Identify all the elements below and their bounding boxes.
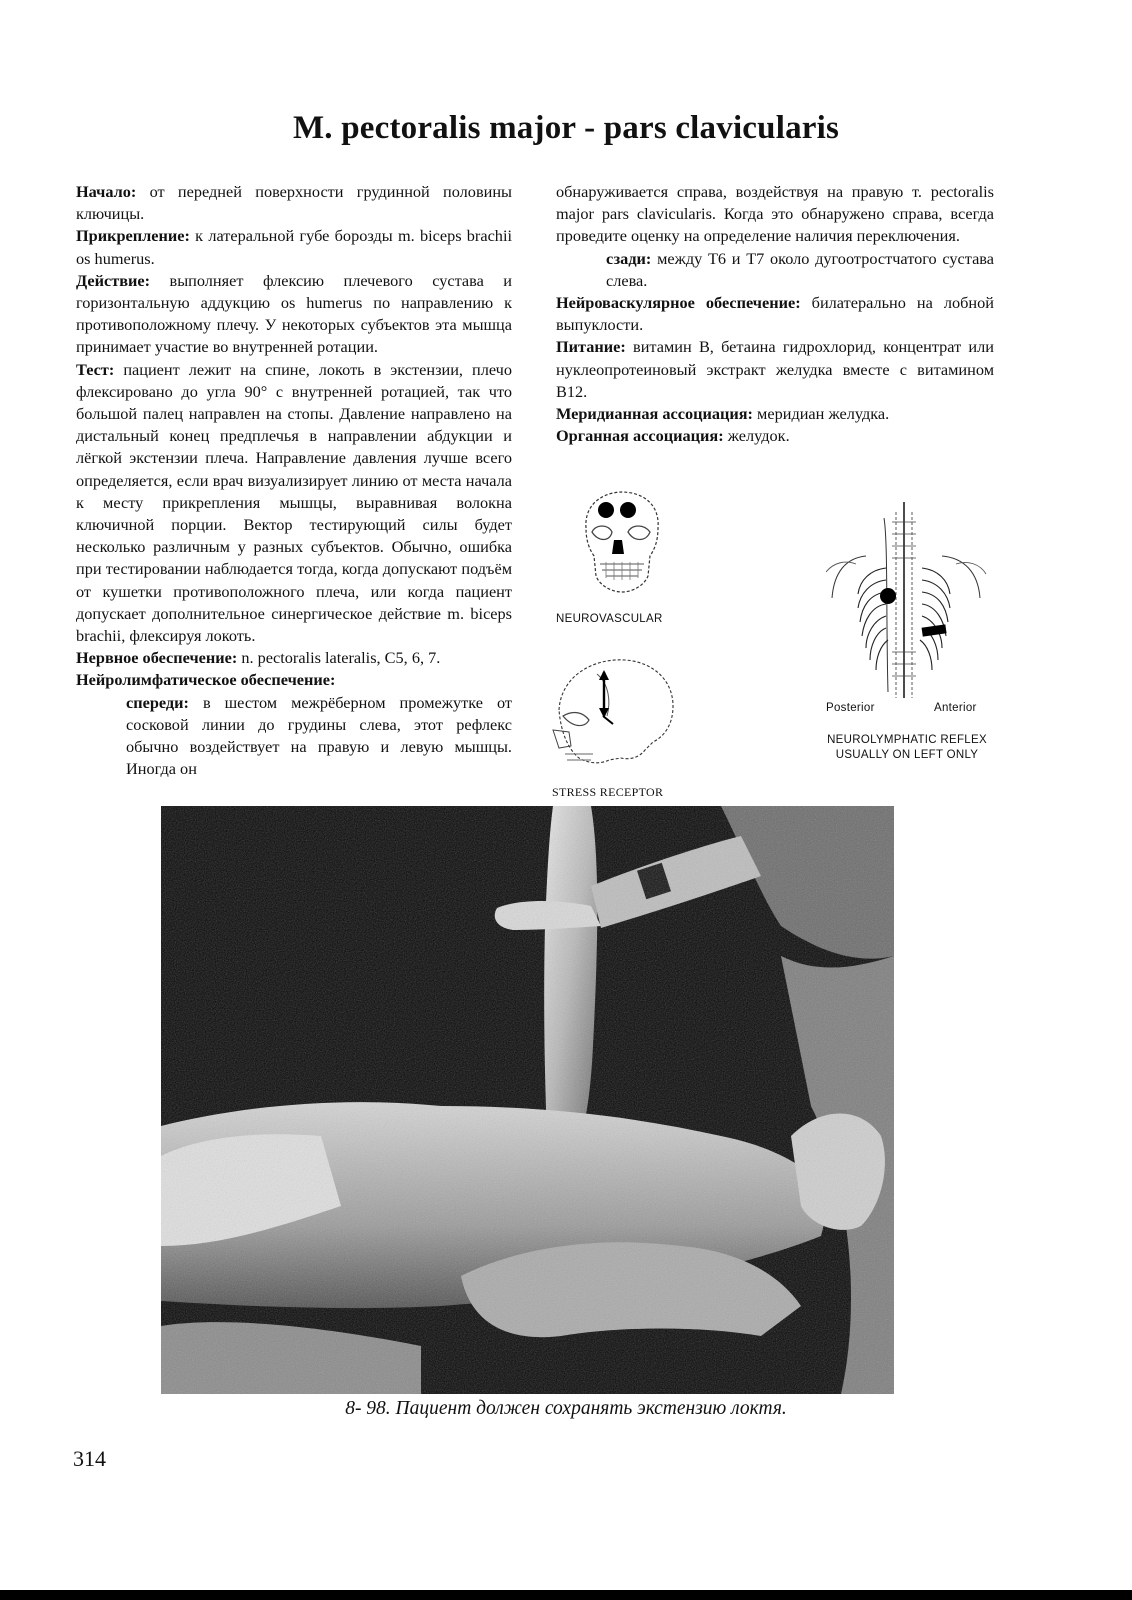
nerve-text: n. pectoralis lateralis, C5, 6, 7. <box>237 648 441 668</box>
ribcage-figure <box>826 502 988 700</box>
page-number: 314 <box>73 1446 106 1471</box>
neurolymphatic-reflex-caption <box>800 733 1014 763</box>
origin-text: от передней поверхности грудинной половины ключицы. <box>76 182 512 224</box>
test-photo <box>161 806 894 1394</box>
origin-paragraph <box>76 181 512 225</box>
test-text: пациент лежит на спине, локоть в экстензии, плечо флексировано до угла 90° с внутренней ротацией, так что большой палец направлен на стопы. Давление направлено на дистальный конец предплечья в направлении абдукции и лёгкой экстензии плеча. Направление давления лучше всего определяется, если врач визуализирует линию от места начала к месту прикрепления мышцы, выравнивая волокна ключичной порции. Вектор тестирующий силы будет несколько различным у разных субъектов. Обычно, ошибка при тестировании наблюдается тогда, когда допускают подъём от кушетки противоположного плеча, или когда пациент допускает дополнительное синергическое действие m. biceps brachii, флексируя локоть. <box>76 359 512 646</box>
bottom-border <box>0 1590 1132 1600</box>
skull-front-figure <box>566 488 676 600</box>
insertion-paragraph <box>76 225 512 269</box>
insertion-label: Прикрепление: <box>76 226 190 246</box>
right-column <box>556 181 994 447</box>
posterior-reflex-point <box>880 588 896 604</box>
continuation-paragraph: обнаруживается справа, воздействуя на правую т. pectoralis major pars clavicularis. Когда это обнаружено справа, всегда проведите оценку на определение наличия переключения. <box>556 182 994 246</box>
page-title: M. pectoralis major - pars clavicularis <box>292 110 840 146</box>
back-text: между Т6 и Т7 около дугоотростчатого сустава слева. <box>606 248 994 290</box>
nerve-label: Нервное обеспечение: <box>76 648 238 668</box>
meridian-paragraph <box>556 403 994 425</box>
skull-side-figure <box>549 654 679 774</box>
neurovascular-text: билатерально на лобной выпуклости. <box>556 293 994 335</box>
organ-label: Органная ассоциация: <box>556 426 724 446</box>
test-paragraph <box>76 359 512 648</box>
front-paragraph <box>76 692 512 781</box>
nlr-caption-line-2: USUALLY ON LEFT ONLY <box>835 749 979 761</box>
nerve-paragraph <box>76 647 512 669</box>
origin-label: Начало: <box>76 182 137 201</box>
stress-receptor-label: STRESS RECEPTOR <box>552 785 664 799</box>
nutrition-text: витамин В, бетаина гидрохлорид, концентрат или нуклеопротеиновый экстракт желудка вместе с витамином В12. <box>556 337 994 401</box>
anterior-label: Anterior <box>934 702 977 714</box>
photo-caption: 8- 98. Пациент должен сохранять экстензию локтя. <box>345 1398 787 1419</box>
organ-text: желудок. <box>723 426 790 446</box>
action-label: Действие: <box>76 270 151 290</box>
neurovascular-label: NEUROVASCULAR <box>556 613 663 625</box>
skull-front-icon <box>566 488 676 600</box>
nutrition-paragraph <box>556 336 994 403</box>
meridian-label: Меридианная ассоциация: <box>556 404 753 424</box>
anterior-reflex-point <box>922 624 947 636</box>
neurovascular-paragraph <box>556 292 994 336</box>
ribcage-spine-icon <box>826 502 988 700</box>
meridian-text: меридиан желудка. <box>752 404 890 424</box>
neurolymph-label: Нейролимфатическое обеспечение: <box>76 670 336 690</box>
left-column <box>76 181 512 780</box>
nutrition-label: Питание: <box>556 337 626 357</box>
front-text: в шестом межрёберном промежутке от сосковой линии до грудины слева, этот рефлекс обычно воздействует на правую и левую мышцы. Иногда он <box>126 692 512 779</box>
neurovascular-label: Нейроваскулярное обеспечение: <box>556 293 801 313</box>
front-label: спереди: <box>126 692 189 712</box>
neurolymph-heading <box>76 669 512 691</box>
organ-paragraph <box>556 425 994 447</box>
back-paragraph <box>556 248 994 292</box>
back-label: сзади: <box>606 248 652 268</box>
muscle-test-photo-image <box>161 806 894 1394</box>
skull-side-icon <box>549 654 679 774</box>
test-label: Тест: <box>76 359 115 379</box>
action-text: выполняет флексию плечевого сустава и горизонтальную аддукцию os humerus по направлению к противоположному плечу. У некоторых субъектов эта мышца принимает участие во внутренней ротации. <box>76 270 512 357</box>
action-paragraph <box>76 270 512 359</box>
nlr-caption-line-1: NEUROLYMPHATIC REFLEX <box>827 734 987 746</box>
insertion-text: к латеральной губе борозды m. biceps brachii os humerus. <box>76 226 512 268</box>
posterior-label: Posterior <box>826 702 875 714</box>
